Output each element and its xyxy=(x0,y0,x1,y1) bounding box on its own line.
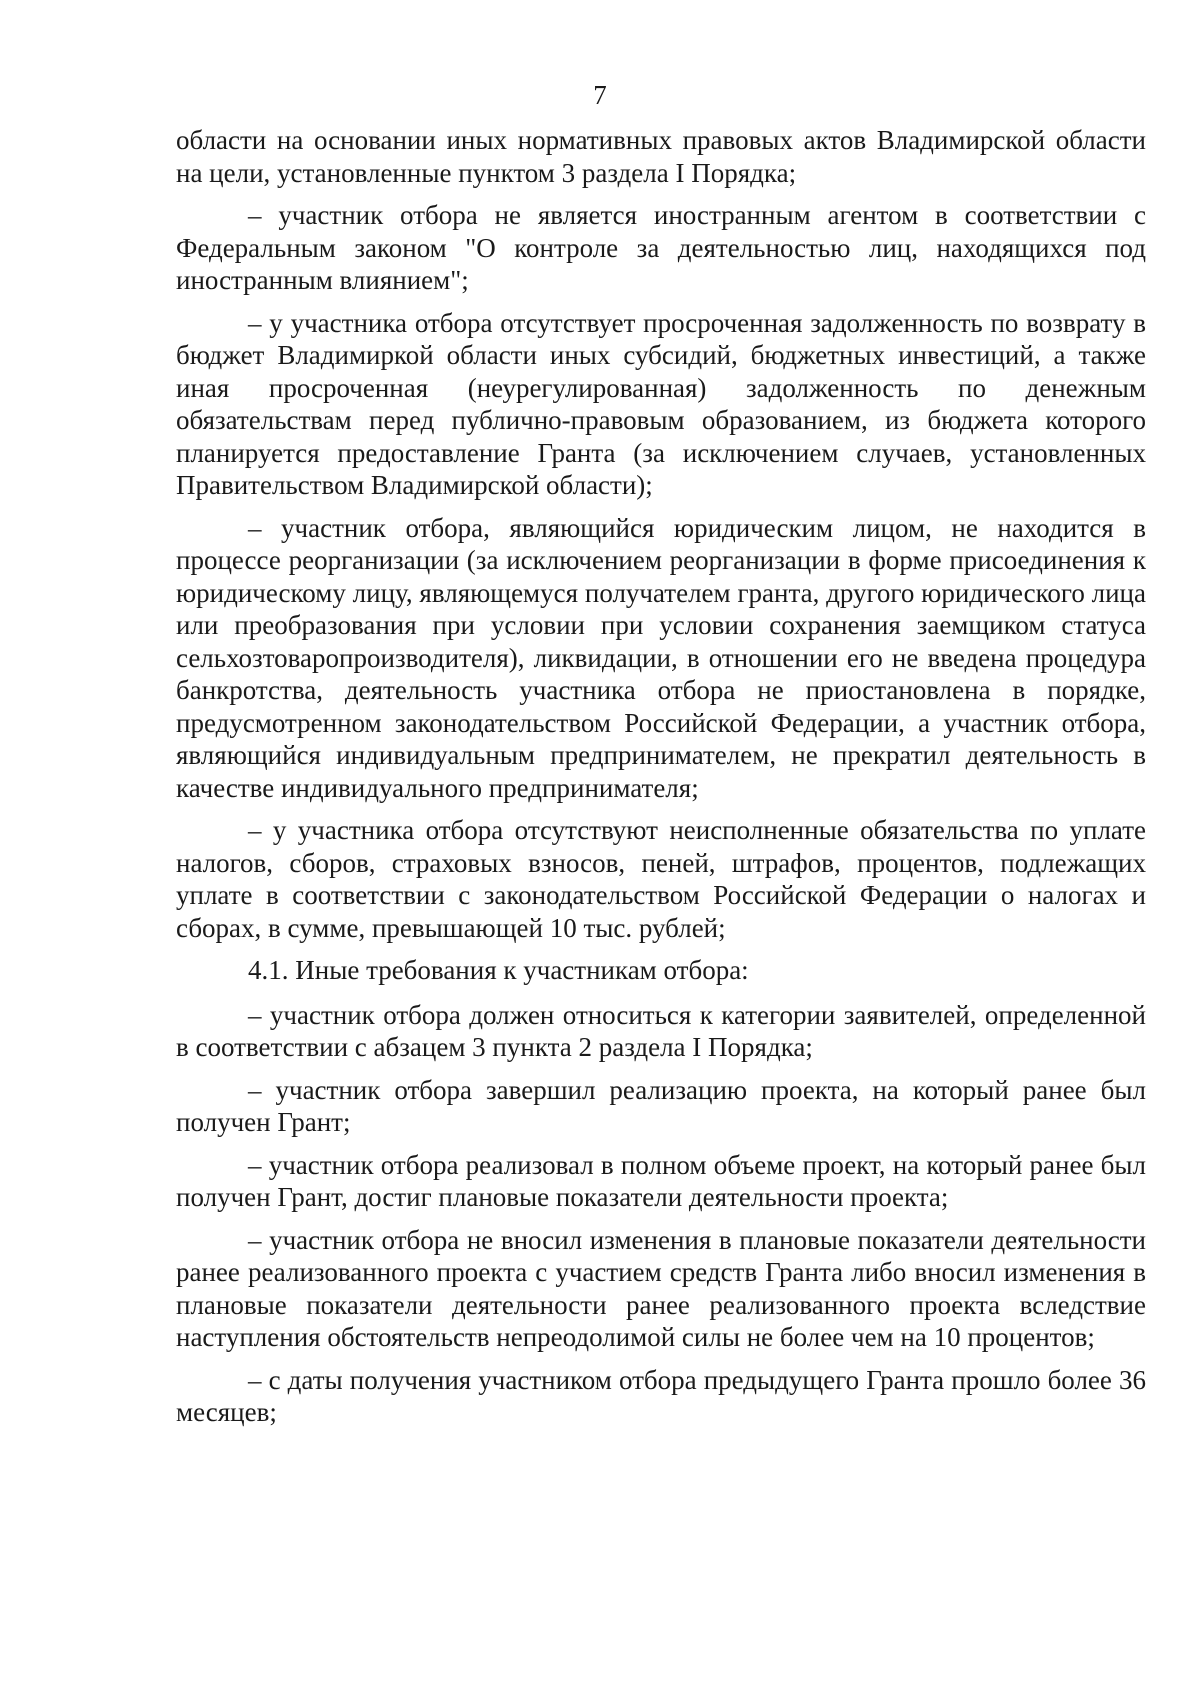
section-heading-4-1: 4.1. Иные требования к участникам отбора: xyxy=(248,955,749,985)
paragraph-foreign-agent: – участник отбора не является иностранным агентом в соответствии с Федеральным законом "О контроле за деятельностью лиц, находящихся под иностранным влиянием"; xyxy=(176,200,1146,295)
document-body xyxy=(176,124,1146,1439)
paragraph-project-completed: – участник отбора завершил реализацию проекта, на который ранее был получен Грант; xyxy=(176,1074,1146,1137)
paragraph-overdue-debt: – у участника отбора отсутствует просроченная задолженность по возврату в бюджет Владимиркой области иных субсидий, бюджетных инвестиций, а также иная просроченная (неурегулированная) задолженность по денежным обязательствам перед публично-правовым образованием, из бюджета которого планируется предоставление Гранта (за исключением случаев, установленных Правительством Владимирской области); xyxy=(176,307,1146,500)
paragraph-reorganization: – участник отбора, являющийся юридическим лицом, не находится в процессе реорганизации (за исключением реорганизации в форме присоединения к юридическому лицу, являющемуся получателем гранта, другого юридического лица или преобразования при условии при условии сохранения заемщиком статуса сельхозтоваропроизводителя), ликвидации, в отношении его не введена процедура банкротства, деятельность участника отбора не приостановлена в порядке, предусмотренном законодательством Российской Федерации, а участник отбора, являющийся индивидуальным предпринимателем, не прекратил деятельность в качестве индивидуального предпринимателя; xyxy=(176,512,1146,803)
paragraph-continuation: области на основании иных нормативных правовых актов Владимирской области на цели, установленные пунктом 3 раздела I Порядка; xyxy=(176,125,1146,188)
page-number: 7 xyxy=(593,80,607,110)
paragraph-applicant-category: – участник отбора должен относиться к категории заявителей, определенной в соответствии с абзацем 3 пункта 2 раздела I Порядка; xyxy=(176,999,1146,1062)
paragraph-tax-obligations: – у участника отбора отсутствуют неисполненные обязательства по уплате налогов, сборов, страховых взносов, пеней, штрафов, процентов, подлежащих уплате в соответствии с законодательством Российской Федерации о налогах и сборах, в сумме, превышающей 10 тыс. рублей; xyxy=(176,815,1146,943)
paragraph-indicators-changes: – участник отбора не вносил изменения в плановые показатели деятельности ранее реализованного проекта с участием средств Гранта либо вносил изменения в плановые показатели деятельности ранее реализованного проекта вследствие наступления обстоятельств непреодолимой силы не более чем на 10 процентов; xyxy=(176,1224,1146,1352)
paragraph-project-implemented: – участник отбора реализовал в полном объеме проект, на который ранее был получен Грант, достиг плановые показатели деятельности проекта; xyxy=(176,1149,1146,1212)
paragraph-36-months: – с даты получения участником отбора предыдущего Гранта прошло более 36 месяцев; xyxy=(176,1364,1146,1427)
